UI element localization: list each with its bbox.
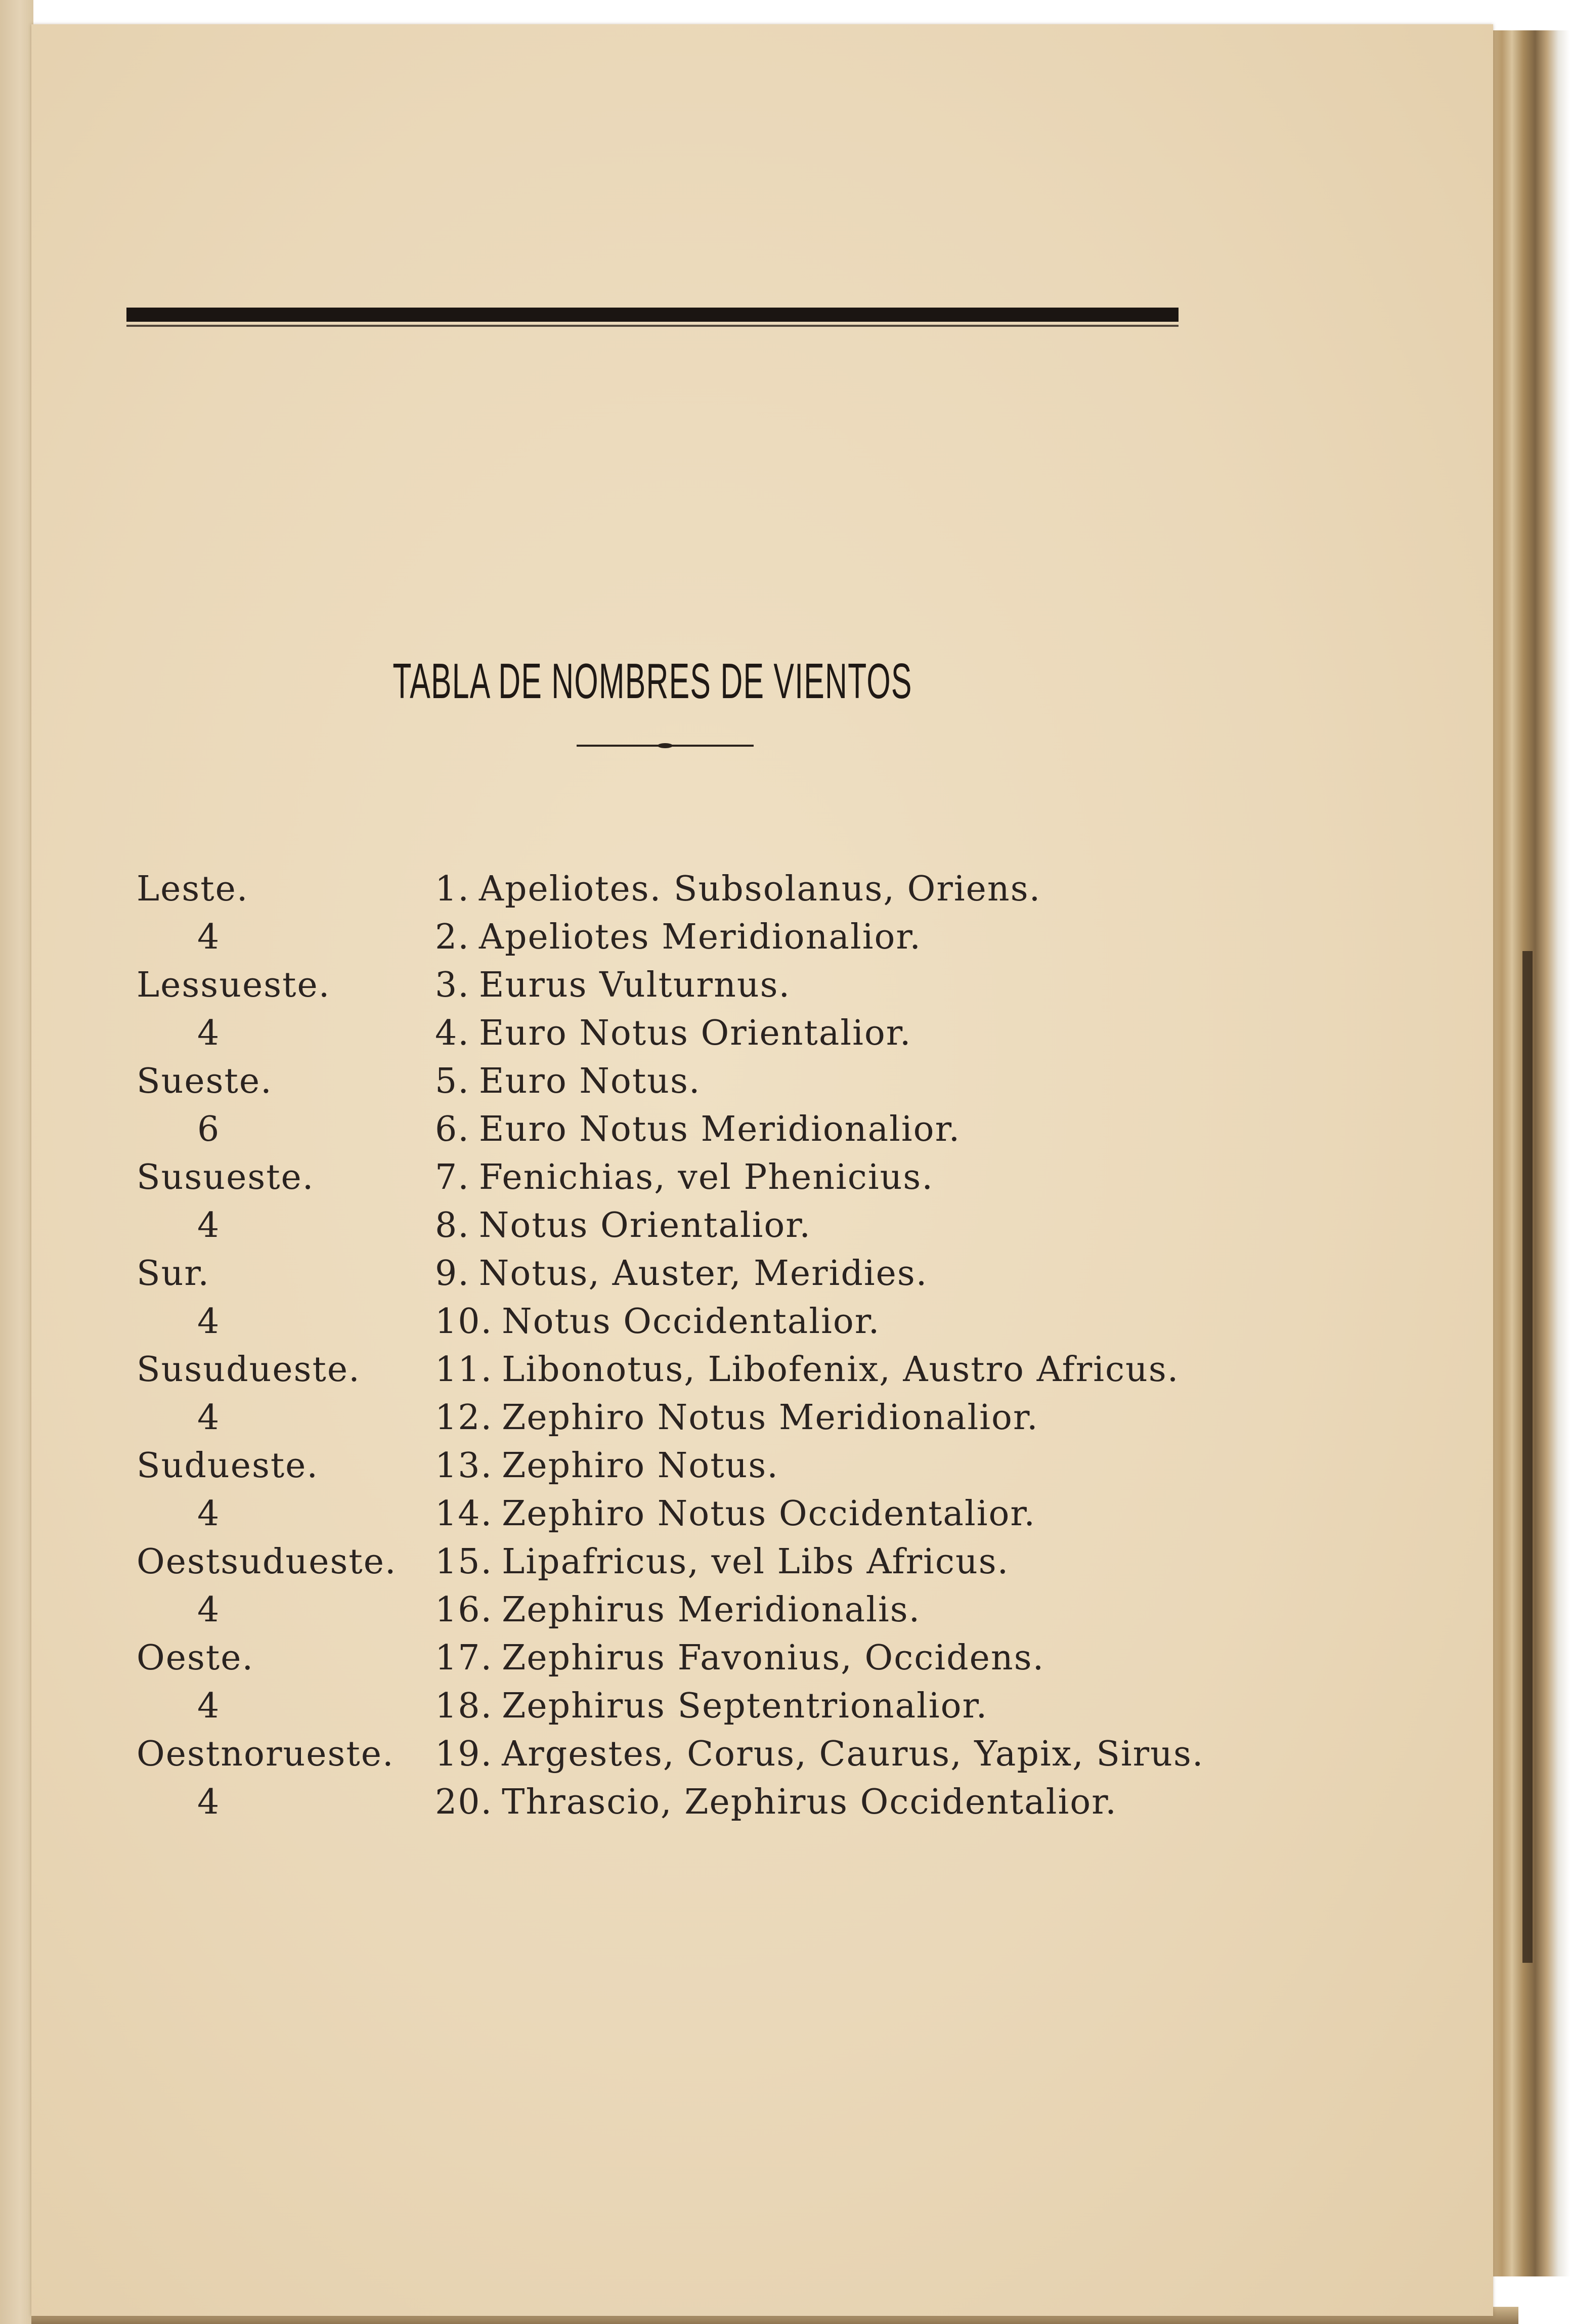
wind-name: Oestnorueste. — [137, 1734, 395, 1774]
table-row — [137, 961, 1239, 1009]
table-row — [137, 1250, 1239, 1298]
ancient-name: 17. Zephirus Favonius, Occidens. — [435, 1638, 1045, 1678]
ancient-name: 5. Euro Notus. — [435, 1061, 701, 1101]
table-row — [137, 1634, 1239, 1682]
wind-name: Leste. — [137, 869, 249, 909]
wind-count: 4 — [197, 1206, 220, 1245]
table-row — [137, 1346, 1239, 1394]
table-row — [137, 1538, 1239, 1586]
ancient-name: 8. Notus Orientalior. — [435, 1206, 811, 1245]
wind-name: Lessueste. — [137, 965, 331, 1005]
ancient-name: 6. Euro Notus Meridionalior. — [435, 1109, 961, 1149]
ancient-name: 19. Argestes, Corus, Caurus, Yapix, Sirus. — [435, 1734, 1204, 1774]
table-row — [137, 1298, 1239, 1346]
wind-name: Susudueste. — [137, 1350, 361, 1390]
ancient-name: 16. Zephirus Meridionalis. — [435, 1590, 921, 1630]
wind-name: Oestsudueste. — [137, 1542, 397, 1582]
ancient-name: 14. Zephiro Notus Occidentalior. — [435, 1494, 1036, 1534]
wind-name: Sueste. — [137, 1061, 273, 1101]
wind-count: 4 — [197, 1782, 220, 1822]
wind-count: 6 — [197, 1109, 220, 1149]
page-stack-edge — [1487, 30, 1570, 2276]
ancient-name: 15. Lipafricus, vel Libs Africus. — [435, 1542, 1010, 1582]
table-row — [137, 1057, 1239, 1105]
wind-name: Sudueste. — [137, 1446, 319, 1486]
ancient-name: 20. Thrascio, Zephirus Occidentalior. — [435, 1782, 1117, 1822]
table-row — [137, 1730, 1239, 1778]
ancient-name: 7. Fenichias, vel Phenicius. — [435, 1157, 934, 1197]
table-row — [137, 1153, 1239, 1201]
wind-name: Susueste. — [137, 1157, 315, 1197]
ancient-name: 1. Apeliotes. Subsolanus, Oriens. — [435, 869, 1041, 909]
table-row — [137, 1586, 1239, 1634]
table-row — [137, 1394, 1239, 1442]
wind-names-table — [137, 865, 1239, 1826]
ancient-name: 18. Zephirus Septentrionalior. — [435, 1686, 988, 1726]
table-row — [137, 1778, 1239, 1826]
ancient-name: 2. Apeliotes Meridionalior. — [435, 917, 922, 957]
table-row — [137, 1442, 1239, 1490]
table-row — [137, 913, 1239, 961]
wind-count: 4 — [197, 1686, 220, 1726]
ancient-name: 9. Notus, Auster, Meridies. — [435, 1254, 928, 1294]
wind-name: Sur. — [137, 1254, 210, 1294]
ancient-name: 11. Libonotus, Libofenix, Austro Africus. — [435, 1350, 1180, 1390]
top-rule — [126, 308, 1179, 322]
ancient-name: 4. Euro Notus Orientalior. — [435, 1013, 912, 1053]
ancient-name: 12. Zephiro Notus Meridionalior. — [435, 1398, 1039, 1438]
table-row — [137, 1490, 1239, 1538]
top-rule-thin — [126, 325, 1179, 327]
table-row — [137, 865, 1239, 913]
page-title: TABLA DE NOMBRES DE VIENTOS — [392, 653, 912, 709]
table-row — [137, 1201, 1239, 1250]
table-row — [137, 1105, 1239, 1153]
wind-count: 4 — [197, 917, 220, 957]
table-row — [137, 1009, 1239, 1057]
table-row — [137, 1682, 1239, 1730]
ancient-name: 10. Notus Occidentalior. — [435, 1302, 881, 1342]
wind-count: 4 — [197, 1590, 220, 1630]
wind-count: 4 — [197, 1398, 220, 1438]
wind-count: 4 — [197, 1302, 220, 1342]
ancient-name: 13. Zephiro Notus. — [435, 1446, 779, 1486]
wind-name: Oeste. — [137, 1638, 254, 1678]
wind-count: 4 — [197, 1013, 220, 1053]
title-ornament — [577, 745, 754, 747]
wind-count: 4 — [197, 1494, 220, 1534]
ancient-name: 3. Eurus Vulturnus. — [435, 965, 791, 1005]
page-stack-shadow — [1522, 951, 1533, 1963]
facing-page-edge — [0, 0, 33, 2324]
